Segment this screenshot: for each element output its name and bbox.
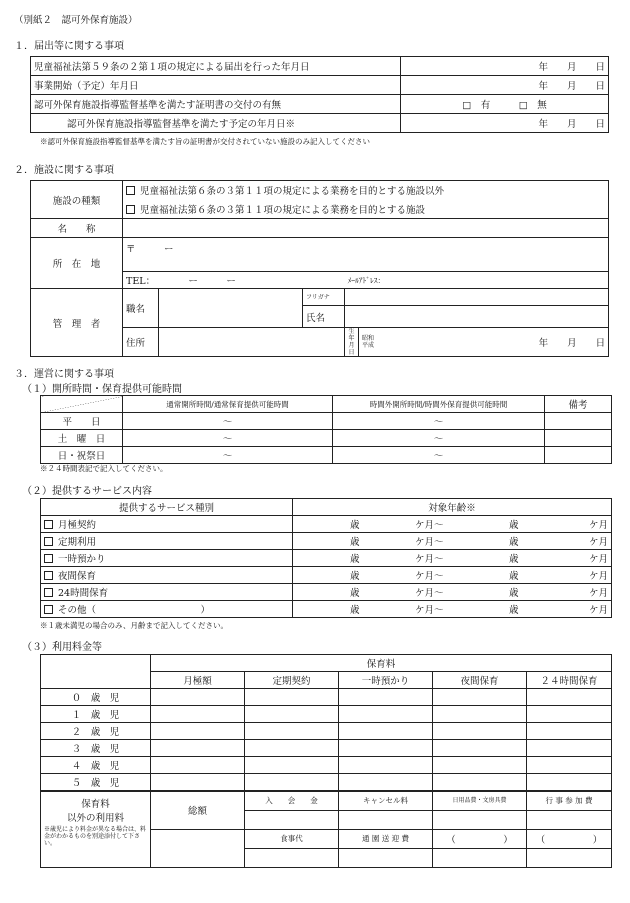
fee-age-cell[interactable] [339,689,433,706]
services-subtitle: （２）提供するサービス内容 [22,486,152,497]
manager-address-field[interactable] [159,328,345,357]
fee-age-cell[interactable] [339,740,433,757]
manager-name-field[interactable] [345,306,609,328]
service-row [41,584,612,601]
reg-label-1: 児童福祉法第５９条の２第１項の規定による届出を行った年月日 [31,57,401,76]
fee-age-row [41,740,612,757]
service-type-5[interactable]: その他（ ） [41,601,293,618]
fee-events-field[interactable] [527,810,612,829]
fee-age-cell[interactable] [339,723,433,740]
fee-age-cell[interactable] [339,706,433,723]
facility-type-option-2[interactable]: 児童福祉法第６条の３第１１項の規定による業務を目的とする施設 [123,200,609,219]
fee-age-row [41,723,612,740]
hours-weekday-normal[interactable]: 〜 [123,413,333,430]
fees-table [40,654,612,868]
checkbox-icon [44,554,53,563]
service-age-to-months[interactable]: ケ月 [522,584,612,601]
fees-col-night: 夜間保育 [433,672,527,689]
checkbox-icon [126,186,135,195]
hours-row-holiday: 日・祝祭日 [41,447,123,464]
fee-label-transport: 通 園 送 迎 費 [339,829,433,848]
fee-age-cell[interactable] [245,689,339,706]
service-age-from-years[interactable]: 歳 [293,567,363,584]
hours-header-extended: 時間外開所時間/時間外保育提供可能時間 [333,396,545,413]
facility-table [30,180,609,357]
fee-age-cell[interactable] [527,740,612,757]
service-type-0[interactable]: 月極契約 [41,516,293,533]
hours-holiday-extended[interactable]: 〜 [333,447,545,464]
fee-age-cell[interactable] [433,706,527,723]
fee-age-cell[interactable] [527,723,612,740]
service-age-from-months[interactable]: ケ月〜 [363,601,447,618]
fee-other-2-field[interactable] [527,848,612,867]
service-age-to-years[interactable]: 歳 [447,601,522,618]
fee-cancel-field[interactable] [339,810,433,829]
hours-saturday-normal[interactable]: 〜 [123,430,333,447]
facility-address-label: 所 在 地 [31,238,123,289]
facility-name-label: 名 称 [31,219,123,238]
fee-label-other-1[interactable]: （ ） [433,829,527,848]
services-table [40,498,612,618]
fee-label-meal: 食事代 [245,829,339,848]
facility-type-option-1[interactable]: 児童福祉法第６条の３第１１項の規定による業務を目的とする施設以外 [123,181,609,200]
hours-weekday-notes[interactable] [545,413,612,430]
reg-value-4[interactable]: 年 月 日 [401,114,609,133]
hours-holiday-notes[interactable] [545,447,612,464]
services-header-age: 対象年齢※ [293,499,612,516]
hours-corner [41,396,123,413]
fee-age-cell[interactable] [433,740,527,757]
other-fees-total-label: 総額 [151,791,245,829]
hours-header-normal: 通常開所時間/通常保育提供可能時間 [123,396,333,413]
services-note: ※１歳未満児の場合のみ、月齢まで記入してください。 [40,621,228,630]
service-age-from-years[interactable]: 歳 [293,550,363,567]
service-age-to-years[interactable]: 歳 [447,550,522,567]
fee-meal-field[interactable] [245,848,339,867]
service-age-to-months[interactable]: ケ月 [522,516,612,533]
service-age-from-years[interactable]: 歳 [293,516,363,533]
service-age-to-years[interactable]: 歳 [447,516,522,533]
fee-transport-field[interactable] [339,848,433,867]
service-age-to-years[interactable]: 歳 [447,533,522,550]
section1-note: ※認可外保育施設指導監督基準を満たす旨の証明書が交付されていない施設のみ記入してください [40,137,370,146]
reg-value-1[interactable]: 年 月 日 [401,57,609,76]
fee-age-label-5: ５ 歳 児 [41,774,151,792]
fee-age-label-1: １ 歳 児 [41,706,151,723]
hours-saturday-extended[interactable]: 〜 [333,430,545,447]
hours-table [40,395,612,464]
fee-age-cell[interactable] [151,723,245,740]
fee-age-label-4: ４ 歳 児 [41,757,151,774]
service-age-from-months[interactable]: ケ月〜 [363,584,447,601]
fee-age-cell[interactable] [433,774,527,792]
reg-label-2: 事業開始（予定）年月日 [31,76,401,95]
service-age-from-months[interactable]: ケ月〜 [363,550,447,567]
era-label: 昭和 平成 [359,328,407,357]
fees-col-temporary: 一時預かり [339,672,433,689]
fees-header-top: 保育料 [151,655,612,672]
other-fees-label: 保育料 以外の利用料 ※歳児により料金が異なる場合は、料金がわかるものを別途添付して下さい。 [41,791,151,867]
fee-age-row [41,774,612,792]
form-title: （別紙２ 認可外保育施設） [14,15,138,26]
postal-code-field[interactable]: 〒 ー [123,238,609,272]
birthdate-field[interactable]: 年 月 日 [407,328,609,357]
fee-supplies-field[interactable] [433,810,527,829]
fee-age-cell[interactable] [245,723,339,740]
service-age-from-years[interactable]: 歳 [293,601,363,618]
manager-job-field[interactable] [159,289,303,328]
fee-label-other-2[interactable]: （ ） [527,829,612,848]
tel-field[interactable]: TEL： ー ー [123,272,345,289]
fee-age-cell[interactable] [433,723,527,740]
registration-table [30,56,609,133]
fee-age-cell[interactable] [245,706,339,723]
checkbox-icon [126,205,135,214]
service-age-from-years[interactable]: 歳 [293,584,363,601]
service-row [41,567,612,584]
service-age-to-years[interactable]: 歳 [447,567,522,584]
fees-col-regular: 定期契約 [245,672,339,689]
birthdate-label: 生年 月日 [345,328,359,357]
fees-corner [41,655,151,689]
checkbox-icon [44,537,53,546]
service-row [41,533,612,550]
fee-age-label-2: ２ 歳 児 [41,723,151,740]
manager-name-label: 氏名 [303,306,345,328]
fee-age-cell[interactable] [527,757,612,774]
other-fees-total-field[interactable] [151,829,245,867]
service-age-to-months[interactable]: ケ月 [522,567,612,584]
fee-age-row [41,706,612,723]
service-type-1[interactable]: 定期利用 [41,533,293,550]
fee-age-cell[interactable] [245,757,339,774]
service-age-from-months[interactable]: ケ月〜 [363,533,447,550]
checkbox-icon [44,605,53,614]
fee-label-cancel: キャンセル料 [339,791,433,810]
fee-label-supplies: 日用品費・文房具費 [433,791,527,810]
fee-age-cell[interactable] [527,706,612,723]
reg-value-3[interactable]: □ 有 □ 無 [401,95,609,114]
fee-age-row [41,689,612,706]
fee-age-cell[interactable] [151,774,245,792]
service-row [41,516,612,533]
fees-col-monthly: 月極額 [151,672,245,689]
manager-address-label: 住所 [123,328,159,357]
furigana-field[interactable] [345,289,609,306]
service-age-from-years[interactable]: 歳 [293,533,363,550]
hours-weekday-extended[interactable]: 〜 [333,413,545,430]
hours-row-saturday: 土 曜 日 [41,430,123,447]
fees-subtitle: （３）利用料金等 [22,642,102,653]
service-age-from-months[interactable]: ケ月〜 [363,567,447,584]
checkbox-icon [44,588,53,597]
fee-age-cell[interactable] [339,774,433,792]
fee-label-entrance: 入 会 金 [245,791,339,810]
service-age-from-months[interactable]: ケ月〜 [363,516,447,533]
fee-entrance-field[interactable] [245,810,339,829]
reg-label-4: 認可外保育施設指導監督基準を満たす予定の年月日※ [31,114,401,133]
fee-age-label-3: ３ 歳 児 [41,740,151,757]
manager-label: 管 理 者 [31,289,123,357]
fee-age-cell[interactable] [433,757,527,774]
section1-title: １．届出等に関する事項 [14,41,124,52]
service-type-3[interactable]: 夜間保育 [41,567,293,584]
reg-label-3: 認可外保育施設指導監督基準を満たす証明書の交付の有無 [31,95,401,114]
hours-header-notes: 備考 [545,396,612,413]
service-row [41,550,612,567]
reg-value-2[interactable]: 年 月 日 [401,76,609,95]
fee-age-cell[interactable] [433,689,527,706]
checkbox-icon [44,520,53,529]
section3-title: ３．運営に関する事項 [14,369,114,380]
fee-age-cell[interactable] [245,740,339,757]
service-type-2[interactable]: 一時預かり [41,550,293,567]
email-field[interactable]: ﾒｰﾙｱﾄﾞﾚｽ： [345,272,609,289]
fee-age-cell[interactable] [339,757,433,774]
manager-job-label: 職名 [123,289,159,328]
service-age-to-months[interactable]: ケ月 [522,601,612,618]
fee-age-cell[interactable] [245,774,339,792]
service-age-to-years[interactable]: 歳 [447,584,522,601]
furigana-label: フリガナ [303,289,345,306]
checkbox-icon [44,571,53,580]
service-age-to-months[interactable]: ケ月 [522,533,612,550]
hours-note: ※２４時間表記で記入してください。 [40,464,168,473]
fee-other-1-field[interactable] [433,848,527,867]
fee-age-row [41,757,612,774]
hours-saturday-notes[interactable] [545,430,612,447]
fee-label-events: 行 事 参 加 費 [527,791,612,810]
service-age-to-months[interactable]: ケ月 [522,550,612,567]
facility-name-field[interactable] [123,219,609,238]
fees-col-24h: ２４時間保育 [527,672,612,689]
section2-title: ２．施設に関する事項 [14,165,114,176]
hours-row-weekday: 平 日 [41,413,123,430]
service-type-4[interactable]: 24時間保育 [41,584,293,601]
hours-holiday-normal[interactable]: 〜 [123,447,333,464]
fee-age-cell[interactable] [151,689,245,706]
fee-age-cell[interactable] [151,740,245,757]
fee-age-cell[interactable] [151,706,245,723]
facility-type-label: 施設の種類 [31,181,123,219]
fee-age-cell[interactable] [527,774,612,792]
hours-subtitle: （１）開所時間・保育提供可能時間 [22,384,182,395]
fee-age-cell[interactable] [151,757,245,774]
fee-age-cell[interactable] [527,689,612,706]
services-header-type: 提供するサービス種別 [41,499,293,516]
fee-age-label-0: ０ 歳 児 [41,689,151,706]
service-row [41,601,612,618]
